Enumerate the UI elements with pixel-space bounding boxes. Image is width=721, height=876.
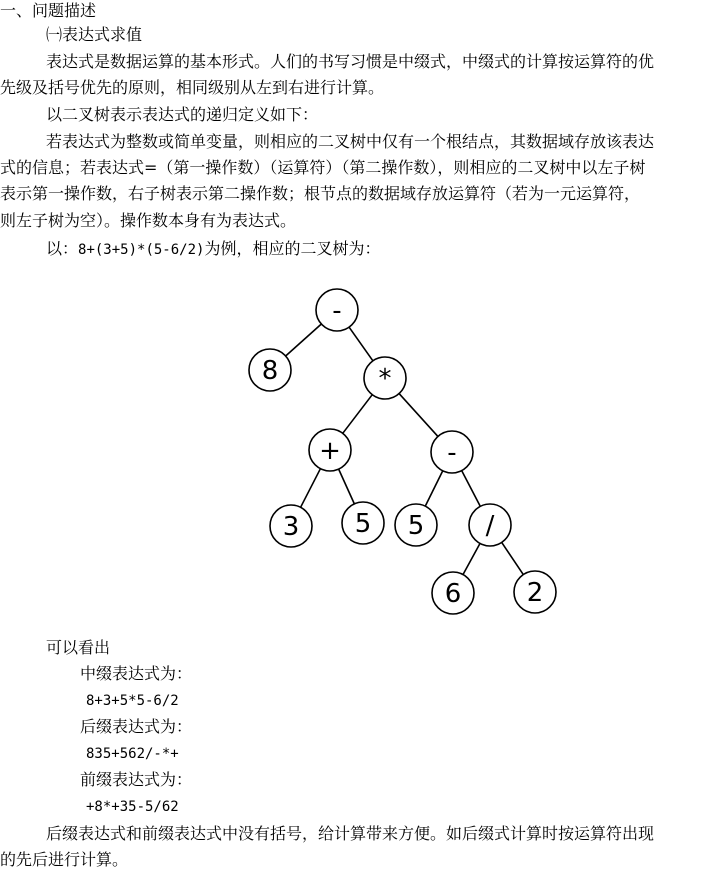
- observation-intro: 可以看出: [46, 638, 111, 657]
- tree-node-label: 3: [282, 512, 300, 542]
- prefix-label: 前缀表达式为：: [80, 770, 193, 789]
- tree-node-n5a: [342, 502, 384, 544]
- tree-edge-mul-minus: [399, 394, 438, 437]
- tree-edge-div-n6: [463, 543, 480, 574]
- paragraph-line: 则左子树为空）。操作数本身有为表达式。: [0, 211, 297, 230]
- paragraph-line: 若表达式为整数或简单变量，则相应的二叉树中仅有一个根结点，其数据域存放该表达: [46, 132, 655, 151]
- tree-node-label: 8: [261, 356, 279, 386]
- subsection-heading: ㈠表达式求值: [46, 25, 143, 44]
- tree-edge-minus-div: [462, 471, 481, 507]
- tree-edge-div-n2: [502, 542, 524, 574]
- tree-node-label: +: [319, 436, 341, 466]
- postfix-label: 后缀表达式为：: [80, 717, 193, 736]
- infix-label: 中缀表达式为：: [80, 664, 193, 683]
- tree-node-n2: [514, 571, 556, 613]
- example-prefix: 以：: [46, 239, 79, 258]
- tree-node-mul: [364, 357, 406, 399]
- tree-node-n5b: [395, 504, 437, 546]
- tree-edge-mul-plus: [343, 395, 373, 434]
- tree-edge-root-n8: [286, 324, 322, 356]
- tree-node-n6: [432, 572, 474, 614]
- example-expression: 8+(3+5)*(5-6/2): [78, 242, 205, 258]
- tree-node-label: 5: [354, 509, 372, 539]
- tree-edge-plus-n5a: [339, 469, 355, 504]
- postfix-value: 835+562/-*+: [86, 746, 179, 762]
- paragraph-line: 式的信息；若表达式=（第一操作数）（运算符）（第二操作数），则相应的二叉树中以左子树: [0, 158, 646, 177]
- tree-edge-plus-n3: [301, 469, 321, 508]
- tree-edge-minus-n5b: [425, 471, 442, 506]
- tree-node-label: -: [447, 438, 457, 468]
- tree-node-n3: [270, 505, 312, 547]
- section-heading: 一、问题描述: [0, 1, 97, 20]
- paragraph-line: 以二叉树表示表达式的递归定义如下：: [46, 105, 319, 124]
- tree-node-label: 2: [526, 578, 544, 608]
- tree-node-label: 5: [407, 511, 425, 541]
- tree-edge-root-mul: [349, 327, 373, 361]
- conclusion-line: 的先后进行计算。: [0, 850, 129, 869]
- paragraph-line: 表示第一操作数，右子树表示第二操作数；根节点的数据域存放运算符（若为一元运算符，: [0, 184, 641, 203]
- prefix-value: +8*+35-5/62: [86, 799, 179, 815]
- paragraph-line: 表达式是数据运算的基本形式。人们的书写习惯是中缀式，中缀式的计算按运算符的优: [46, 52, 655, 71]
- tree-node-label: *: [378, 364, 392, 394]
- example-suffix: 为例，相应的二叉树为：: [204, 239, 381, 258]
- conclusion-line: 后缀表达式和前缀表达式中没有括号，给计算带来方便。如后缀式计算时按运算符出现: [46, 824, 655, 843]
- tree-node-label: /: [485, 511, 495, 541]
- tree-node-plus: [309, 429, 351, 471]
- tree-node-minus: [431, 431, 473, 473]
- infix-value: 8+3+5*5-6/2: [86, 693, 179, 709]
- tree-nodes: [249, 289, 556, 614]
- tree-node-root: [316, 289, 358, 331]
- tree-node-n8: [249, 349, 291, 391]
- tree-node-label: 6: [444, 579, 462, 609]
- paragraph-line: 先级及括号优先的原则，相同级别从左到右进行计算。: [0, 78, 385, 97]
- tree-node-div: [469, 504, 511, 546]
- tree-node-label: -: [332, 296, 342, 326]
